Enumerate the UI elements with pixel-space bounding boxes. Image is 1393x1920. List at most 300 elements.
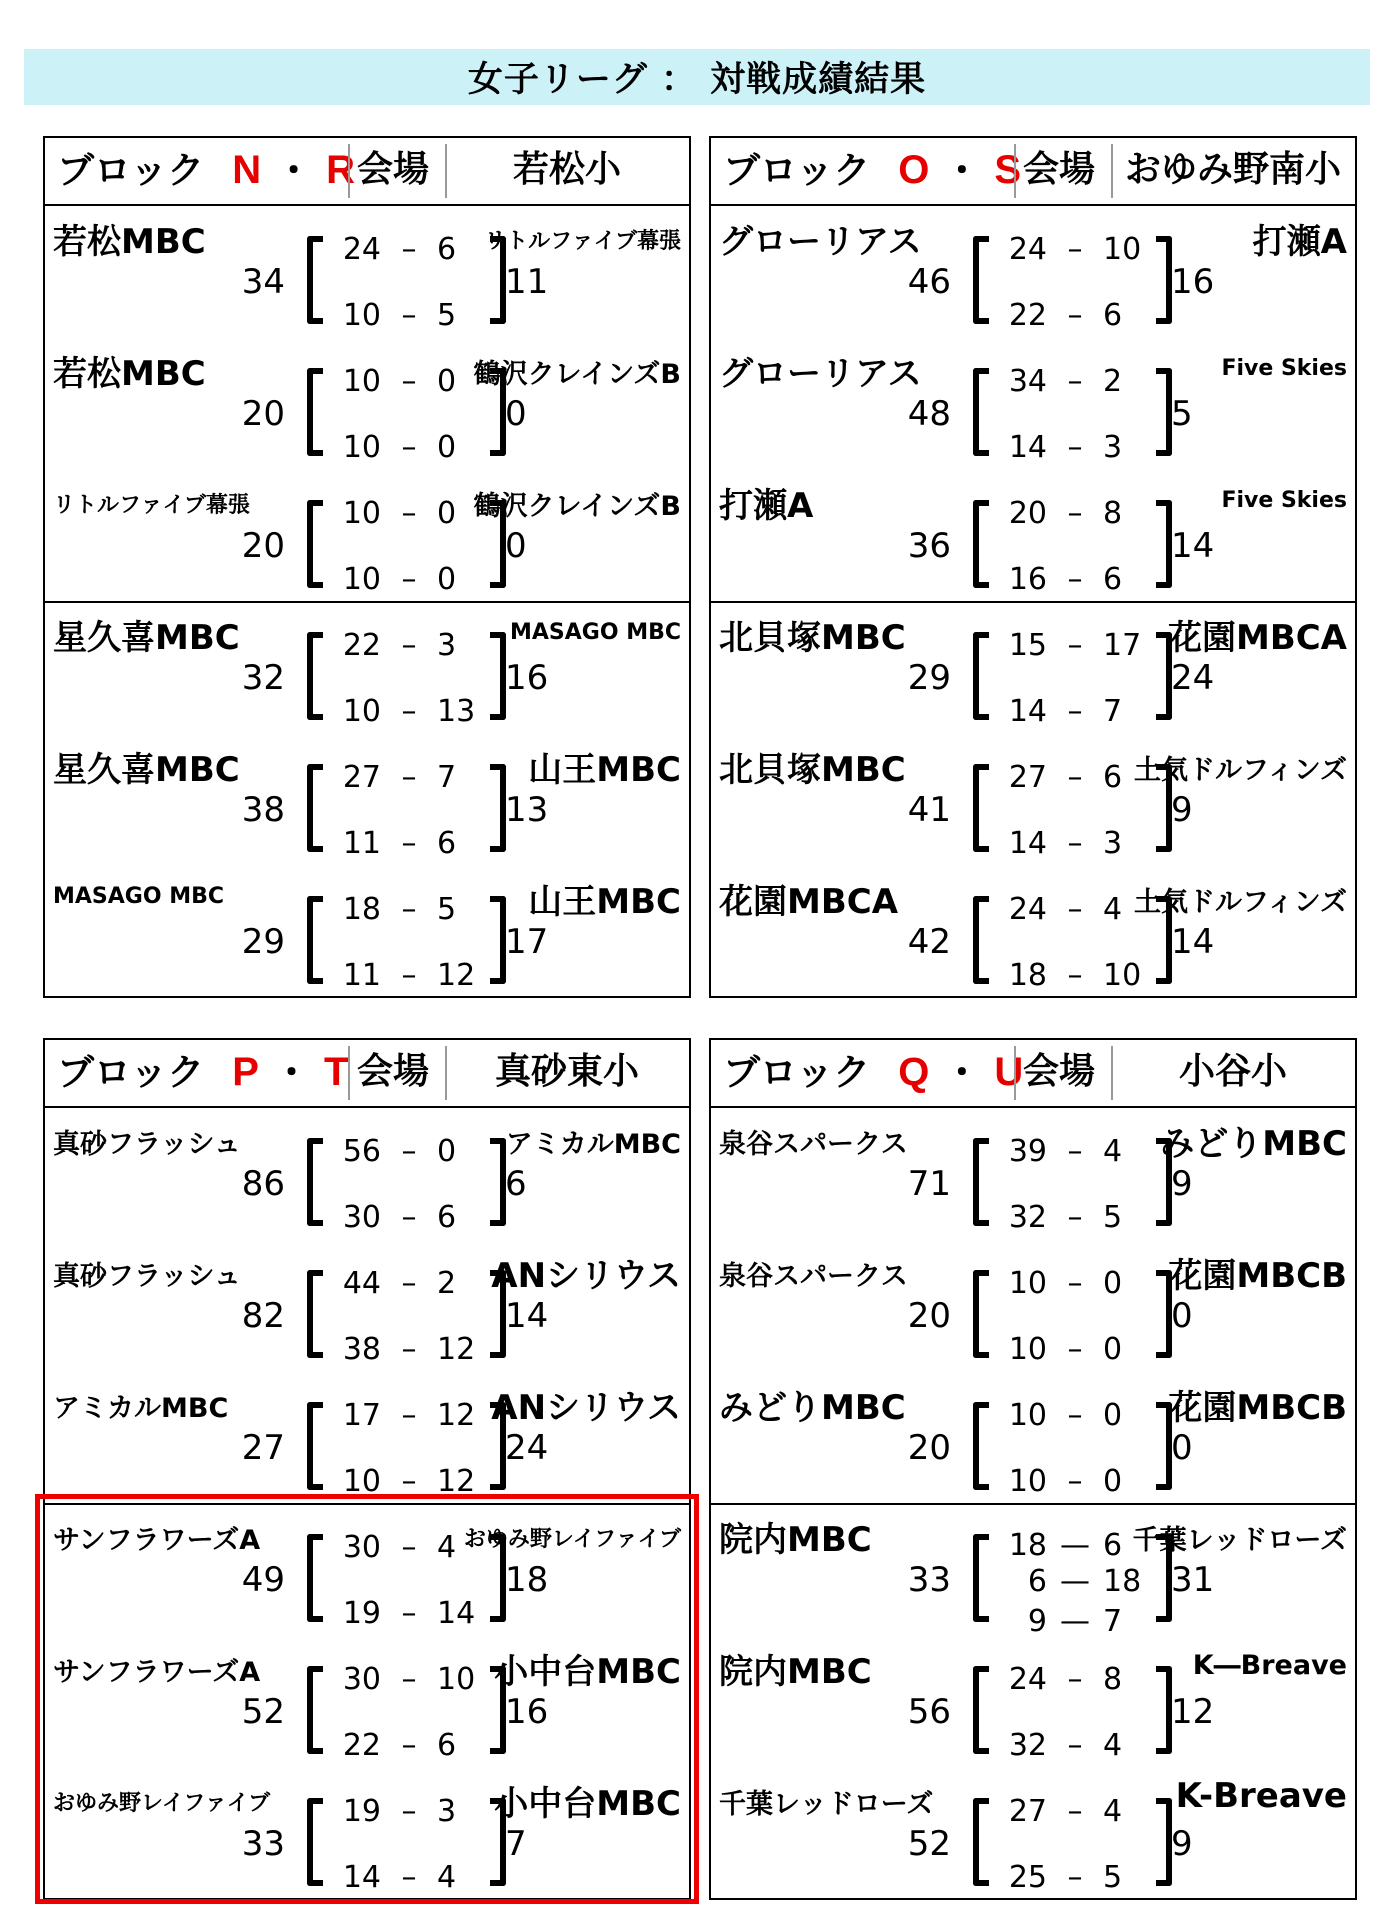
period-score	[1001, 958, 1151, 993]
period-dash: –	[1067, 1662, 1083, 1697]
match-row	[711, 738, 1355, 870]
away-team: 打瀬A	[1252, 222, 1347, 262]
period-score	[335, 958, 485, 993]
period-away: 12	[437, 958, 476, 993]
bracket-left	[307, 236, 323, 324]
venue-name: 真砂東小	[494, 1051, 639, 1092]
period-score	[1001, 1528, 1151, 1563]
period-away: 7	[1103, 694, 1123, 729]
period-score	[335, 430, 485, 465]
period-score	[1001, 496, 1151, 531]
match-row	[45, 342, 689, 474]
away-team: 小中台MBC	[494, 1652, 681, 1692]
home-team: 泉谷スパークス	[719, 1261, 908, 1292]
block-header	[711, 1040, 1355, 1108]
home-team: 打瀬A	[719, 486, 814, 526]
header-divider	[1111, 144, 1113, 198]
block-dot: ・	[275, 149, 313, 192]
period-away: 10	[1103, 232, 1142, 267]
period-score	[335, 1200, 485, 1235]
period-score	[335, 562, 485, 597]
away-score: 0	[1171, 1296, 1193, 1336]
away-score: 16	[505, 1692, 549, 1732]
match-row	[45, 210, 689, 342]
period-home: 10	[1008, 1398, 1047, 1433]
period-dash: –	[401, 1596, 417, 1631]
away-team: MASAGO MBC	[509, 620, 681, 645]
period-away: 6	[437, 1728, 457, 1763]
period-dash: –	[1067, 232, 1083, 267]
header-divider	[1111, 1046, 1113, 1100]
period-away: 14	[437, 1596, 476, 1631]
match-row	[711, 474, 1355, 606]
away-team: K―Breave	[1192, 1650, 1347, 1681]
period-score	[335, 1332, 485, 1367]
period-score	[1001, 562, 1151, 597]
block-label	[57, 1040, 348, 1104]
match-row	[45, 870, 689, 1002]
bracket-right	[1156, 896, 1172, 984]
home-score: 38	[241, 790, 285, 830]
away-team: 土気ドルフィンズ	[1133, 755, 1347, 786]
block-q-u	[709, 1038, 1357, 1900]
bracket-left	[973, 1402, 989, 1490]
period-home: 27	[342, 760, 381, 795]
period-dash: –	[401, 892, 417, 927]
home-team: 星久喜MBC	[53, 618, 240, 658]
match-row	[711, 1376, 1355, 1508]
period-dash: –	[1067, 892, 1083, 927]
bracket-left	[307, 1138, 323, 1226]
home-team: 真砂フラッシュ	[53, 1129, 241, 1160]
bracket-right	[1156, 1270, 1172, 1358]
home-team: 千葉レッドローズ	[719, 1789, 934, 1820]
block-label	[57, 138, 355, 202]
home-team: 院内MBC	[719, 1520, 872, 1560]
period-score	[1001, 1398, 1151, 1433]
block-header	[45, 1040, 689, 1108]
period-away: 6	[1103, 1528, 1123, 1563]
period-score	[335, 496, 485, 531]
home-score: 34	[241, 262, 285, 302]
period-home: 14	[1008, 694, 1047, 729]
period-score	[335, 694, 485, 729]
period-home: 10	[1008, 1464, 1047, 1499]
period-away: 3	[1103, 826, 1123, 861]
bracket-right	[1156, 1138, 1172, 1226]
home-score: 52	[907, 1824, 951, 1864]
period-away: 6	[1103, 298, 1123, 333]
period-dash: –	[1067, 1794, 1083, 1829]
period-home: 14	[1008, 826, 1047, 861]
bracket-right	[490, 632, 506, 720]
away-score: 12	[1171, 1692, 1215, 1732]
period-dash: –	[1067, 1266, 1083, 1301]
period-score	[1001, 1464, 1151, 1499]
period-score	[1001, 1794, 1151, 1829]
period-home: 15	[1008, 628, 1047, 663]
home-score: 42	[907, 922, 951, 962]
period-dash: –	[401, 298, 417, 333]
period-dash: –	[1067, 298, 1083, 333]
period-score	[1001, 1728, 1151, 1763]
home-team: サンフラワーズA	[53, 1525, 261, 1556]
period-away: 8	[1103, 496, 1123, 531]
match-row	[45, 738, 689, 870]
away-team: ANシリウス	[491, 1388, 681, 1428]
period-dash: –	[401, 1464, 417, 1499]
period-dash: –	[1067, 1398, 1083, 1433]
block-label	[723, 138, 1021, 202]
home-score: 36	[907, 526, 951, 566]
header-divider	[348, 1046, 350, 1100]
period-away: 0	[437, 430, 457, 465]
period-home: 24	[1008, 1662, 1047, 1697]
period-score	[1001, 1200, 1151, 1235]
match-row	[45, 474, 689, 606]
period-dash: –	[1067, 364, 1083, 399]
bracket-left	[307, 1270, 323, 1358]
period-away: 17	[1103, 628, 1142, 663]
away-score: 0	[505, 394, 527, 434]
home-score: 33	[907, 1560, 951, 1600]
period-dash: –	[1067, 694, 1083, 729]
period-away: 13	[437, 694, 476, 729]
period-dash: –	[1067, 1134, 1083, 1169]
block-letter: S	[994, 148, 1022, 192]
bracket-left	[973, 1666, 989, 1754]
match-row	[45, 606, 689, 738]
bracket-left	[307, 896, 323, 984]
period-home: 10	[1008, 1266, 1047, 1301]
period-home: 10	[342, 298, 381, 333]
period-home: 18	[1008, 958, 1047, 993]
period-away: 3	[1103, 430, 1123, 465]
bracket-left	[973, 500, 989, 588]
match-row	[711, 870, 1355, 1002]
away-score: 9	[1171, 790, 1193, 830]
period-away: 5	[437, 892, 457, 927]
away-score: 11	[505, 262, 549, 302]
match-row	[45, 1244, 689, 1376]
bracket-right	[1156, 500, 1172, 588]
bracket-right	[490, 1270, 506, 1358]
venue-label: 会場	[357, 149, 430, 190]
bracket-left	[973, 896, 989, 984]
period-home: 32	[1008, 1728, 1047, 1763]
period-away: 8	[1103, 1662, 1123, 1697]
period-home: 30	[342, 1662, 381, 1697]
period-away: 4	[1103, 1134, 1123, 1169]
bracket-right	[1156, 764, 1172, 852]
away-score: 0	[505, 526, 527, 566]
period-away: 5	[437, 298, 457, 333]
home-score: 52	[241, 1692, 285, 1732]
home-score: 20	[241, 526, 285, 566]
period-dash: —	[1060, 1604, 1090, 1639]
away-score: 18	[505, 1560, 549, 1600]
home-team: グローリアス	[719, 222, 922, 262]
period-away: 5	[1103, 1860, 1123, 1895]
away-score: 24	[1171, 658, 1215, 698]
bracket-left	[973, 368, 989, 456]
period-home: 34	[1008, 364, 1047, 399]
block-letter: T	[323, 1050, 349, 1094]
period-home: 25	[1008, 1860, 1047, 1895]
bracket-right	[1156, 1402, 1172, 1490]
period-away: 0	[437, 364, 457, 399]
away-score: 16	[1171, 262, 1215, 302]
period-score	[1001, 232, 1151, 267]
period-home: 56	[342, 1134, 381, 1169]
period-dash: –	[1067, 562, 1083, 597]
period-away: 10	[437, 1662, 476, 1697]
match-row	[711, 342, 1355, 474]
block-dot: ・	[272, 1051, 310, 1094]
header-divider	[1014, 1046, 1016, 1100]
home-score: 46	[907, 262, 951, 302]
period-dash: –	[1067, 1464, 1083, 1499]
away-score: 14	[1171, 922, 1215, 962]
home-score: 32	[241, 658, 285, 698]
match-row	[711, 606, 1355, 738]
period-home: 24	[1008, 232, 1047, 267]
period-home: 20	[1008, 496, 1047, 531]
away-score: 16	[505, 658, 549, 698]
home-score: 71	[907, 1164, 951, 1204]
period-dash: –	[401, 232, 417, 267]
period-score	[1001, 1564, 1151, 1599]
away-team: 花園MBCA	[1167, 618, 1347, 658]
away-score: 17	[505, 922, 549, 962]
bracket-right	[1156, 1534, 1172, 1622]
away-team: ANシリウス	[491, 1256, 681, 1296]
period-dash: –	[401, 1266, 417, 1301]
period-score	[1001, 1662, 1151, 1697]
header-divider	[445, 1046, 447, 1100]
period-score	[335, 760, 485, 795]
period-home: 27	[1008, 1794, 1047, 1829]
home-team: みどりMBC	[719, 1388, 906, 1428]
period-away: 0	[1103, 1464, 1123, 1499]
period-home: 24	[342, 232, 381, 267]
bracket-left	[973, 236, 989, 324]
period-dash: –	[401, 958, 417, 993]
bracket-left	[307, 368, 323, 456]
period-home: 19	[342, 1794, 381, 1829]
home-team: 花園MBCA	[719, 882, 899, 922]
home-score: 29	[241, 922, 285, 962]
match-row	[711, 1244, 1355, 1376]
period-score	[1001, 892, 1151, 927]
home-team: 若松MBC	[53, 222, 206, 262]
block-letter: O	[898, 148, 930, 192]
match-row	[45, 1112, 689, 1244]
page-title: 女子リーグ ： 対戦成績結果	[24, 49, 1370, 105]
period-dash: –	[401, 694, 417, 729]
period-away: 12	[437, 1464, 476, 1499]
home-team: 院内MBC	[719, 1652, 872, 1692]
block-label	[723, 1040, 1023, 1104]
period-away: 18	[1103, 1564, 1142, 1599]
header-divider	[1014, 144, 1016, 198]
period-away: 7	[437, 760, 457, 795]
period-score	[1001, 364, 1151, 399]
away-score: 6	[505, 1164, 527, 1204]
period-away: 0	[1103, 1266, 1123, 1301]
period-dash: –	[401, 826, 417, 861]
block-prefix: ブロック	[57, 1051, 205, 1094]
block-o-s	[709, 136, 1357, 998]
period-score	[335, 892, 485, 927]
period-home: 10	[342, 562, 381, 597]
away-team: 小中台MBC	[494, 1784, 681, 1824]
period-away: 6	[437, 232, 457, 267]
period-away: 4	[437, 1860, 457, 1895]
home-score: 48	[907, 394, 951, 434]
away-score: 13	[505, 790, 549, 830]
bracket-left	[973, 1138, 989, 1226]
block-prefix: ブロック	[723, 1051, 871, 1094]
period-home: 9	[1027, 1604, 1047, 1639]
bracket-left	[307, 1402, 323, 1490]
away-score: 9	[1171, 1164, 1193, 1204]
home-team: 泉谷スパークス	[719, 1129, 908, 1160]
home-score: 86	[241, 1164, 285, 1204]
block-letter: R	[326, 148, 356, 192]
away-team: 土気ドルフィンズ	[1133, 887, 1347, 918]
away-team: 山王MBC	[528, 750, 681, 790]
period-home: 14	[1008, 430, 1047, 465]
period-away: 0	[437, 496, 457, 531]
period-dash: –	[401, 364, 417, 399]
period-away: 6	[1103, 760, 1123, 795]
period-away: 2	[1103, 364, 1123, 399]
period-home: 44	[342, 1266, 381, 1301]
period-score	[335, 826, 485, 861]
period-away: 12	[437, 1332, 476, 1367]
away-team: Five Skies	[1221, 488, 1347, 513]
period-away: 4	[437, 1530, 457, 1565]
period-dash: –	[1067, 1860, 1083, 1895]
block-n-r	[43, 136, 691, 998]
period-home: 11	[342, 826, 381, 861]
home-team: おゆみ野レイファイブ	[53, 1791, 271, 1816]
venue-label: 会場	[1023, 149, 1096, 190]
period-score	[1001, 1604, 1151, 1639]
period-dash: —	[1060, 1528, 1090, 1563]
home-score: 20	[241, 394, 285, 434]
period-away: 0	[437, 562, 457, 597]
period-dash: –	[1067, 826, 1083, 861]
period-score	[1001, 1134, 1151, 1169]
period-away: 5	[1103, 1200, 1123, 1235]
period-away: 6	[1103, 562, 1123, 597]
bracket-left	[307, 500, 323, 588]
home-score: 20	[907, 1428, 951, 1468]
period-away: 3	[437, 628, 457, 663]
period-score	[335, 1266, 485, 1301]
period-away: 4	[1103, 892, 1123, 927]
period-dash: –	[1067, 1728, 1083, 1763]
period-home: 22	[342, 628, 381, 663]
period-away: 2	[437, 1266, 457, 1301]
bracket-right	[490, 500, 506, 588]
home-score: 82	[241, 1296, 285, 1336]
away-score: 31	[1171, 1560, 1215, 1600]
block-letter: Q	[898, 1050, 930, 1094]
block-letter: P	[232, 1050, 259, 1094]
home-team: リトルファイブ幕張	[53, 493, 250, 518]
away-team: リトルファイブ幕張	[484, 229, 681, 254]
period-home: 10	[342, 364, 381, 399]
home-team: アミカルMBC	[53, 1393, 229, 1424]
period-score	[1001, 694, 1151, 729]
period-home: 22	[1008, 298, 1047, 333]
period-dash: –	[401, 1398, 417, 1433]
period-home: 30	[342, 1530, 381, 1565]
bracket-right	[490, 1138, 506, 1226]
period-dash: –	[401, 1134, 417, 1169]
period-away: 12	[437, 1398, 476, 1433]
header-divider	[348, 144, 350, 198]
period-dash: –	[1067, 1332, 1083, 1367]
away-score: 5	[1171, 394, 1193, 434]
period-away: 0	[1103, 1332, 1123, 1367]
block-letter: U	[994, 1050, 1024, 1094]
venue-name: 小谷小	[1178, 1051, 1287, 1092]
period-dash: –	[1067, 430, 1083, 465]
home-score: 56	[907, 1692, 951, 1732]
away-score: 7	[505, 1824, 527, 1864]
venue-name: おゆみ野南小	[1124, 149, 1341, 190]
period-score	[335, 1398, 485, 1433]
away-team: 千葉レッドローズ	[1132, 1525, 1347, 1556]
bracket-left	[307, 764, 323, 852]
period-score	[335, 232, 485, 267]
period-score	[1001, 826, 1151, 861]
period-dash: –	[1067, 628, 1083, 663]
home-score: 20	[907, 1296, 951, 1336]
period-home: 30	[342, 1200, 381, 1235]
period-away: 3	[437, 1794, 457, 1829]
bracket-right	[490, 1402, 506, 1490]
block-dot: ・	[943, 1051, 981, 1094]
period-score	[335, 1134, 485, 1169]
home-team: 北貝塚MBC	[719, 618, 906, 658]
period-dash: –	[1067, 496, 1083, 531]
away-score: 24	[505, 1428, 549, 1468]
period-home: 10	[1008, 1332, 1047, 1367]
match-row	[711, 1508, 1355, 1640]
period-home: 24	[1008, 892, 1047, 927]
home-team: 北貝塚MBC	[719, 750, 906, 790]
period-dash: –	[401, 1794, 417, 1829]
period-home: 10	[342, 430, 381, 465]
bracket-left	[973, 1270, 989, 1358]
period-away: 7	[1103, 1604, 1123, 1639]
bracket-right	[1156, 1798, 1172, 1886]
period-home: 38	[342, 1332, 381, 1367]
period-score	[1001, 1266, 1151, 1301]
block-letter: N	[232, 148, 262, 192]
block-header	[711, 138, 1355, 206]
period-score	[335, 628, 485, 663]
period-dash: –	[401, 1530, 417, 1565]
header-divider	[445, 144, 447, 198]
block-dot: ・	[943, 149, 981, 192]
away-team: 花園MBCB	[1168, 1388, 1347, 1428]
